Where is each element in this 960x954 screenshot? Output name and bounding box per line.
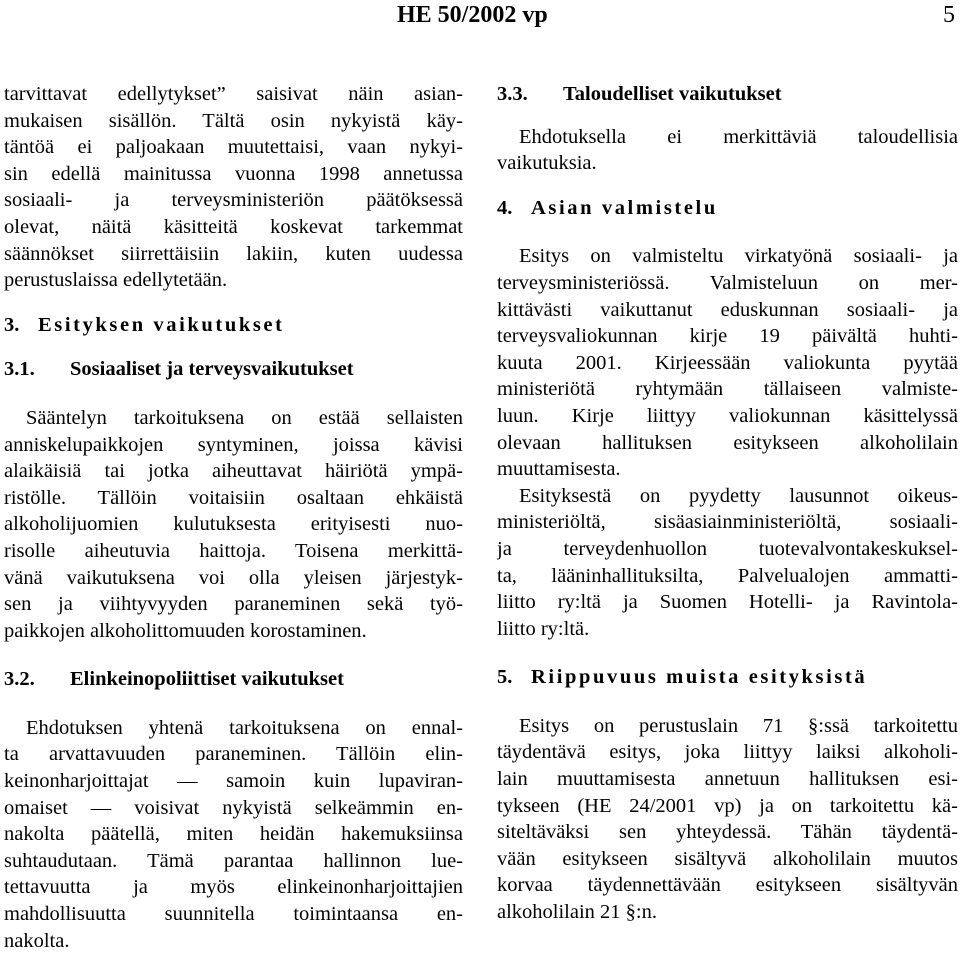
paragraph-intro: [4, 81, 463, 294]
section-heading-4: [497, 195, 958, 222]
text-line: kittävästi vaikuttanut eduskunnan sosiaali- ja: [497, 298, 958, 321]
text-line: paikkojen alkoholittomuuden korostaminen.: [4, 619, 367, 642]
text-line: luun. Kirje liittyy valiokunnan käsittelyssä: [497, 404, 958, 427]
text-line: Ehdotuksella ei merkittäviä taloudellisia: [519, 125, 958, 148]
text-line: korvaa täydennettävään esitykseen sisältyvän: [497, 874, 958, 897]
section-number: 4.: [497, 196, 513, 219]
text-line: Esityksestä on pyydetty lausunnot oikeus-: [519, 484, 958, 507]
section-title: Esityksen vaikutukset: [38, 313, 285, 336]
text-line: sin edellä mainitussa vuonna 1998 annetussa: [4, 162, 463, 185]
text-line: nakolta.: [4, 929, 70, 952]
text-line: tykseen (HE 24/2001 vp) ja on tarkoitettu kä-: [497, 794, 958, 817]
text-line: Esitys on valmisteltu virkatyönä sosiaali- ja: [519, 245, 958, 268]
text-line: säännökset siirrettäisiin lakiin, kuten uudessa: [4, 242, 463, 265]
text-line: keinonharjoittajat — samoin kuin lupaviran-: [4, 770, 463, 793]
section-title: Riippuvuus muista esityksistä: [531, 666, 868, 689]
section-heading-3-2: [4, 666, 463, 693]
paragraph-economic-effects: [497, 124, 958, 177]
text-line: alkoholijuomien kulutuksesta erityisesti nuo-: [4, 513, 463, 536]
section-number: 3.3.: [497, 83, 528, 105]
section-number: 3.1.: [4, 358, 35, 381]
section-number: 3.: [4, 313, 20, 336]
text-line: risolle aiheutuvia haittoja. Toisena merkittä-: [4, 539, 463, 562]
paragraph-social-effects: [4, 405, 463, 644]
text-line: kuuta 2001. Kirjeessään valiokunta pyytää: [497, 351, 958, 374]
text-line: terveysministeriössä. Valmisteluun on mer-: [497, 271, 958, 294]
section-title: Elinkeinopoliittiset vaikutukset: [70, 668, 344, 691]
section-number: 3.2.: [4, 668, 35, 691]
text-line: suhtaudutaan. Tämä parantaa hallinnon lue-: [4, 849, 463, 872]
text-line: ristölle. Tällöin voitaisiin osaltaan ehkäistä: [4, 486, 463, 509]
text-line: lain muuttamisesta annetuun hallituksen esi-: [497, 768, 958, 791]
text-line: sen ja viihtyvyyden paraneminen sekä työ-: [4, 593, 463, 616]
text-line: Esitys on perustuslain 71 §:ssä tarkoitettu: [519, 714, 958, 737]
text-line: olevaan hallituksen esitykseen alkoholilain: [497, 431, 958, 454]
right-column: [497, 81, 958, 926]
text-line: perustuslaissa edellytetään.: [4, 269, 228, 292]
text-line: muuttamisesta.: [497, 458, 621, 481]
text-line: liitto ry:ltä.: [497, 617, 590, 640]
text-line: liitto ry:ltä ja Suomen Hotelli- ja Ravintola-: [497, 591, 958, 614]
text-line: anniskelupaikkojen syntyminen, joissa kävisi: [4, 433, 463, 456]
section-title: Taloudelliset vaikutukset: [563, 83, 782, 105]
text-line: olevat, näitä käsitteitä koskevat tarkemmat: [4, 215, 463, 238]
text-line: täntöä ei paljoakaan muutettaisi, vaan nykyi-: [4, 136, 463, 159]
text-line: mahdollisuutta suunnitella toimintaansa en-: [4, 903, 463, 926]
text-line: mukaisen sisällön. Tältä osin nykyistä käy-: [4, 109, 463, 132]
text-line: ministeriöltä, sisäasiainministeriöltä, sosiaali-: [497, 511, 958, 534]
section-title: Sosiaaliset ja terveysvaikutukset: [70, 358, 354, 381]
text-line: sosiaali- ja terveysministeriön päätöksessä: [4, 189, 463, 212]
text-line: Ehdotuksen yhtenä tarkoituksena on ennal-: [26, 716, 463, 739]
text-line: alaikäisiä tai jotka aiheuttavat häiriötä ympä-: [4, 460, 463, 483]
section-heading-3-3: [497, 81, 958, 108]
text-line: täydentävä esitys, joka liittyy laiksi alkoholi-: [497, 741, 958, 764]
page-number: 5: [943, 2, 955, 28]
text-line: tarvittavat edellytykset” saisivat näin asian-: [4, 83, 463, 105]
text-line: ta, lääninhallituksilta, Palvelualojen ammatti-: [497, 564, 958, 587]
text-line: nakolta päätellä, miten heidän hakemuksiinsa: [4, 823, 463, 846]
text-line: vään esitykseen sisältyvä alkoholilain muutos: [497, 847, 958, 870]
text-line: terveysvaliokunnan kirje 19 päivältä huhti-: [497, 325, 958, 348]
text-line: Sääntelyn tarkoituksena on estää sellaisten: [26, 406, 463, 429]
paragraph-dependencies: [497, 713, 958, 926]
text-line: vaikutuksia.: [497, 152, 597, 175]
section-heading-3: [4, 312, 463, 339]
document-id: HE 50/2002 vp: [397, 2, 548, 28]
text-line: tettavuutta ja myös elinkeinonharjoittajien: [4, 876, 463, 899]
section-number: 5.: [497, 666, 513, 689]
text-line: siteltäväksi sen yhteydessä. Tähän täydentä-: [497, 821, 958, 844]
section-heading-3-1: [4, 356, 463, 383]
section-heading-5: [497, 664, 958, 691]
text-line: ministeriötä ryhtymään tällaiseen valmiste-: [497, 378, 958, 401]
page-header: [0, 0, 960, 40]
text-line: vänä vaikutuksena voi olla yleisen järjestyk-: [4, 566, 463, 589]
paragraph-statements: [497, 483, 958, 643]
paragraph-business-effects: [4, 715, 463, 954]
text-line: alkoholilain 21 §:n.: [497, 901, 657, 924]
paragraph-preparation: [497, 243, 958, 482]
text-line: ja terveydenhuollon tuotevalvontakeskuksel-: [497, 537, 958, 560]
text-line: ta arvattavuuden paraneminen. Tällöin elin-: [4, 743, 463, 766]
section-title: Asian valmistelu: [531, 196, 718, 219]
text-line: omaiset — voisivat nykyistä selkeämmin en-: [4, 796, 463, 819]
left-column: [4, 81, 463, 954]
